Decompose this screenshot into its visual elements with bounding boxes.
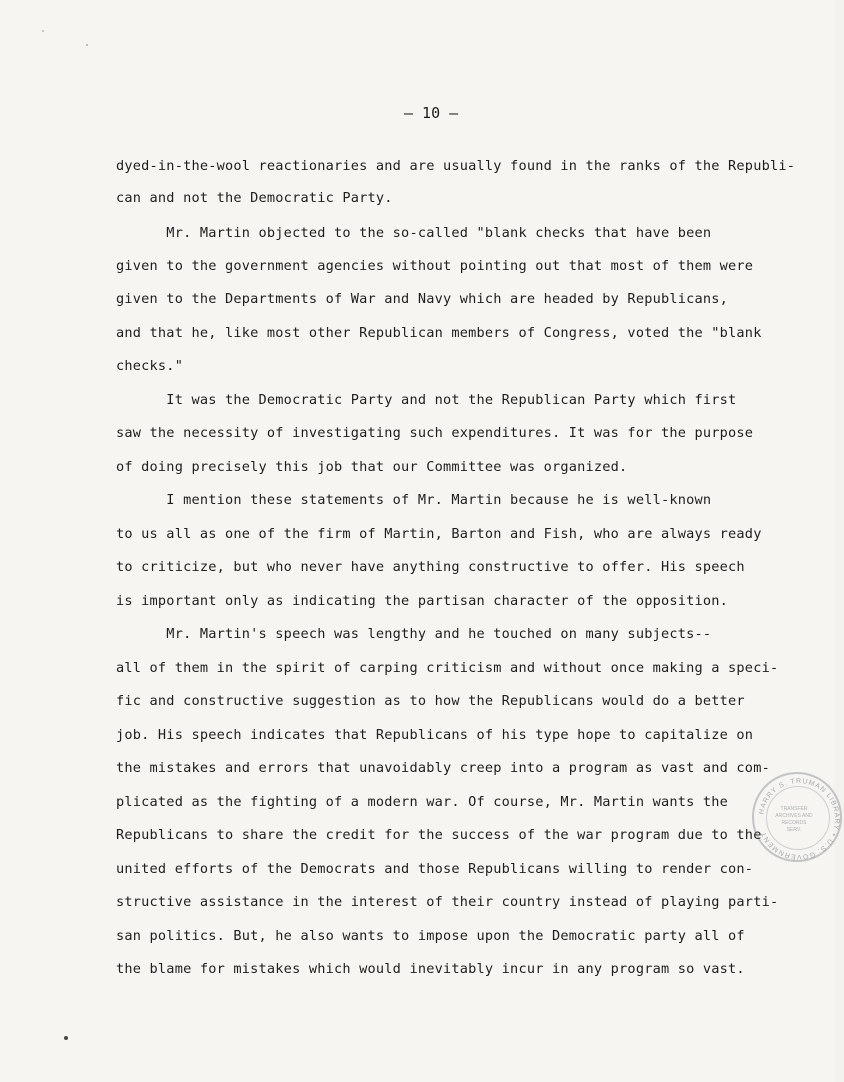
text-line: Mr. Martin's speech was lengthy and he touched on many subjects-- [116,626,712,642]
text-line: can and not the Democratic Party. [116,190,393,206]
text-line: job. His speech indicates that Republicans of his type hope to capitalize on [116,727,754,743]
text-line: checks." [116,358,184,374]
text-line: to us all as one of the firm of Martin, Barton and Fish, who are always ready [116,526,762,542]
text-line: the mistakes and errors that unavoidably creep into a program as vast and com- [116,760,770,776]
text-line: Mr. Martin objected to the so-called "blank checks that have been [116,225,712,241]
text-line: structive assistance in the interest of their country instead of playing parti- [116,894,779,910]
text-line: the blame for mistakes which would inevitably incur in any program so vast. [116,961,745,977]
svg-text:TRANSFER: TRANSFER [780,806,808,812]
text-line: to criticize, but who never have anything constructive to offer. His speech [116,559,745,575]
scan-speck [64,1036,68,1040]
svg-text:ARCHIVES AND: ARCHIVES AND [775,813,813,819]
seal-lettering [754,774,844,864]
text-line: fic and constructive suggestion as to how the Republicans would do a better [116,693,745,709]
text-line: plicated as the fighting of a modern war. Of course, Mr. Martin wants the [116,794,729,810]
page-number: — 10 — [404,104,459,122]
text-line: I mention these statements of Mr. Martin because he is well-known [116,492,712,508]
text-line: given to the government agencies without pointing out that most of them were [116,258,754,274]
text-line: san politics. But, he also wants to impose upon the Democratic party all of [116,928,745,944]
scan-speck [42,30,44,32]
svg-text:HARRY S. TRUMAN LIBRARY • U.S.: HARRY S. TRUMAN LIBRARY • U.S. GOVERNMENT [758,777,841,861]
text-line: given to the Departments of War and Navy which are headed by Republicans, [116,291,729,307]
text-line: of doing precisely this job that our Committee was organized. [116,459,628,475]
scan-speck [86,44,88,46]
library-seal-stamp [752,772,842,862]
text-line: and that he, like most other Republican members of Congress, voted the "blank [116,325,762,341]
text-line: It was the Democratic Party and not the Republican Party which first [116,392,737,408]
text-line: saw the necessity of investigating such expenditures. It was for the purpose [116,425,754,441]
text-line: dyed-in-the-wool reactionaries and are usually found in the ranks of the Republi- [116,158,796,174]
svg-text:SERV.: SERV. [786,827,802,833]
text-line: Republicans to share the credit for the success of the war program due to the [116,827,762,843]
text-line: is important only as indicating the partisan character of the opposition. [116,593,729,609]
svg-text:RECORDS: RECORDS [781,820,807,826]
text-line: all of them in the spirit of carping criticism and without once making a speci- [116,660,779,676]
text-line: united efforts of the Democrats and those Republicans willing to render con- [116,861,754,877]
